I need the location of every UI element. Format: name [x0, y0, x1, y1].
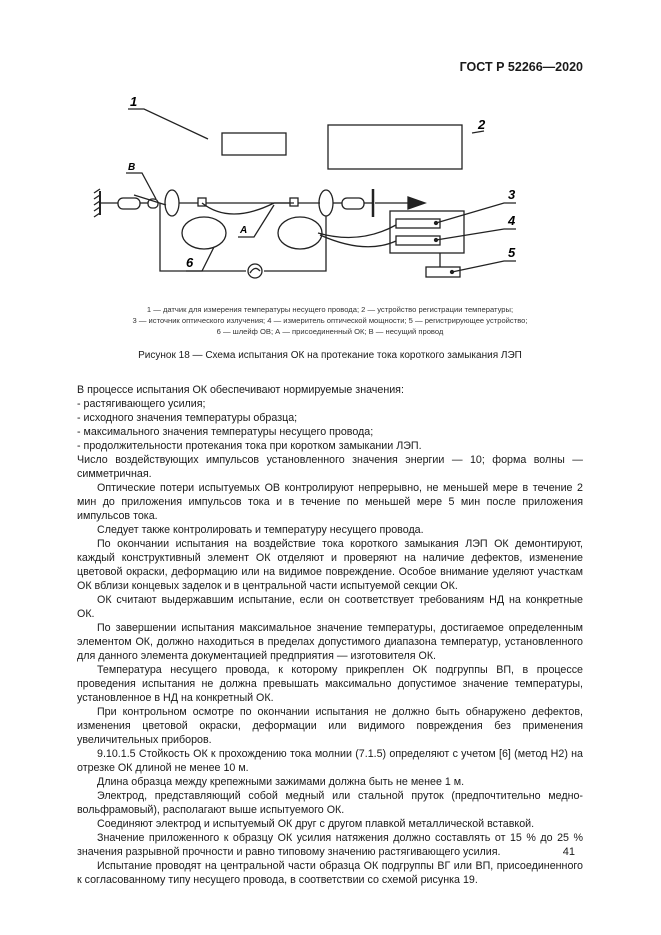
fiber-loop-left: [182, 217, 226, 249]
label-2: 2: [478, 117, 486, 132]
document-body: [77, 383, 583, 887]
list-item: - растягивающего усилия;: [77, 398, 206, 410]
diagram-svg: [90, 95, 580, 295]
test-circuit-diagram: [90, 95, 580, 295]
paragraph: Температура несущего провода, к которому прикреплен ОК подгруппы ВП, в процессе проведения испытания не должна превышать максимально допустимое значение температуры, установленное в НД на конкретный ОК.: [77, 664, 583, 704]
label-4: 4: [508, 213, 516, 228]
right-clamp: [342, 198, 364, 209]
list-item: - исходного значения температуры образца;: [77, 412, 298, 424]
list-item: - максимального значения температуры несущего провода;: [77, 426, 374, 438]
paragraph: При контрольном осмотре по окончании испытания не должно быть обнаружено дефектов, изменения цветовой окраски, деформации или видимого повреждения без применения увеличительных приборов.: [77, 706, 583, 746]
fiber-loop-right: [278, 217, 322, 249]
temperature-recorder-box: [328, 125, 462, 169]
paragraph: Длина образца между крепежными зажимами должна быть не менее 1 м.: [97, 776, 465, 788]
paragraph: Оптические потери испытуемых ОВ контролируют непрерывно, не меньшей мере в течение 2 мин до приложения импульсов тока и в течение по меньшей мере 5 мин после приложения импульсов тока.: [77, 482, 583, 522]
right-insulator: [319, 190, 333, 216]
figure-legend: [60, 304, 600, 337]
temperature-sensor-box: [222, 133, 286, 155]
leader-1: [128, 109, 208, 139]
paragraph: Значение приложенного к образцу ОК усилия натяжения должно составлять от 15 % до 25 % значения разрывной прочности и равно типовому значению растягивающего усилия.: [77, 832, 583, 858]
label-1: 1: [130, 95, 138, 109]
legend-line: 3 — источник оптического излучения; 4 — измеритель оптической мощности; 5 — регистрирующее устройство;: [132, 316, 528, 325]
optical-source: [396, 219, 440, 228]
paragraph: Число воздействующих импульсов установленного значения энергии — 10; форма волны — симметричная.: [77, 454, 583, 480]
instrument-enclosure: [390, 211, 464, 253]
paragraph: ОК считают выдержавшим испытание, если он соответствует требованиям НД на конкретные ОК.: [77, 594, 583, 620]
label-b: В: [128, 162, 136, 173]
label-a: А: [240, 225, 248, 236]
figure-caption: Рисунок 18 — Схема испытания ОК на протекание тока короткого замыкания ЛЭП: [138, 350, 522, 361]
left-clamp: [118, 198, 140, 209]
left-insulator: [165, 190, 179, 216]
legend-line: 6 — шлейф ОВ; А — присоединенный ОК; В — несущий провод: [216, 327, 444, 336]
tension-arrow: [408, 197, 425, 209]
optical-power-meter: [396, 236, 440, 245]
paragraph: 9.10.1.5 Стойкость ОК к прохождению тока молнии (7.1.5) определяют с учетом [6] (метод Н2) на отрезке ОК длиной не менее 10 м.: [77, 748, 583, 774]
paragraph: По окончании испытания на воздействие тока короткого замыкания ЛЭП ОК демонтируют, каждый конструктивный элемент ОК отделяют и проверяют на наличие дефектов, изменение цветовой окраски, деформацию или на видимое повреждение. Особое внимание уделяют участкам ОК вблизи концевых заделок и в центральной части испытуемой секции ОК.: [77, 538, 583, 592]
paragraph: Соединяют электрод и испытуемый ОК друг с другом плавкой металлической вставкой.: [97, 818, 535, 830]
paragraph: Испытание проводят на центральной части образца ОК подгруппы ВГ или ВП, присоединенного к согласованному типу несущего провода, в соответствии со схемой рисунка 19.: [77, 860, 583, 886]
label-5: 5: [508, 245, 516, 260]
legend-line: 1 — датчик для измерения температуры несущего провода; 2 — устройство регистрации температуры;: [146, 305, 514, 314]
document-header: ГОСТ Р 52266—2020: [459, 60, 583, 74]
paragraph: Электрод, представляющий собой медный или стальной пруток (предпочтительно медно-вольфрамовый), располагают выше испытуемого ОК.: [77, 790, 583, 816]
paragraph: Следует также контролировать и температуру несущего провода.: [97, 524, 424, 536]
page-number: 41: [562, 846, 575, 858]
paragraph: В процессе испытания ОК обеспечивают нормируемые значения:: [77, 384, 404, 396]
label-3: 3: [508, 187, 516, 202]
list-item: - продолжительности протекания тока при коротком замыкании ЛЭП.: [77, 440, 422, 452]
label-6: 6: [186, 255, 194, 270]
paragraph: По завершении испытания максимальное значение температуры, достигаемое определенным элементом ОК, должно находиться в пределах допустимого диапазона температур, установленного для данного элемента документацией предприятия — изготовителя ОК.: [77, 622, 583, 662]
